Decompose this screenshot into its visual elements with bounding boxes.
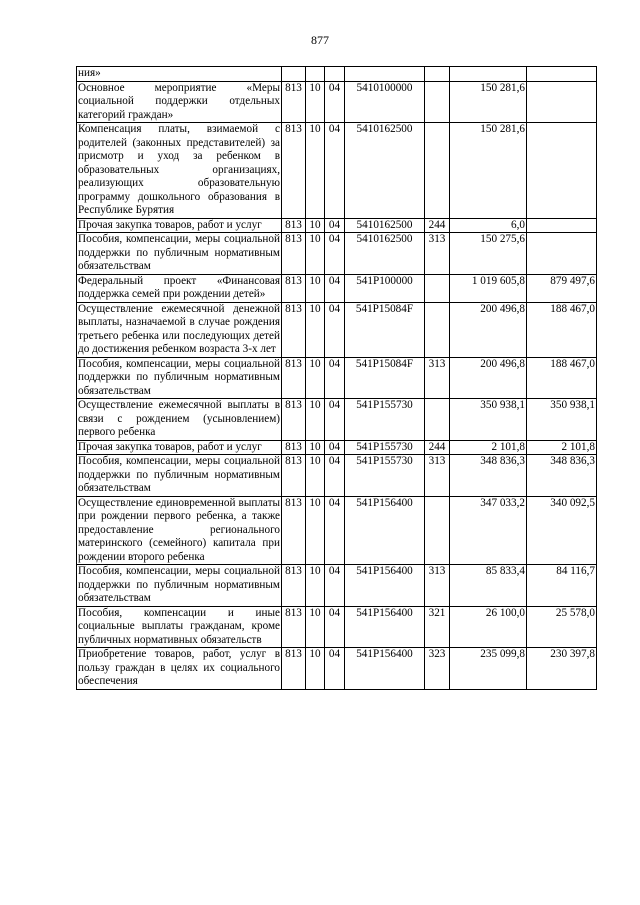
subsection-code: 04	[325, 648, 345, 690]
section-code: 10	[306, 274, 325, 302]
item-name: Пособия, компенсации и иные социальные выплаты гражданам, кроме публичных нормативных обязательств	[78, 606, 280, 646]
expense-type-code	[425, 67, 450, 82]
section-code: 10	[306, 302, 325, 357]
section-code: 10	[306, 565, 325, 607]
table-row	[77, 440, 597, 455]
table-row	[77, 123, 597, 219]
target-item-code: 541P156400	[345, 606, 425, 648]
target-item-code: 5410100000	[345, 81, 425, 123]
amount-year-2: 25 578,0	[527, 606, 597, 648]
amount-year-2	[527, 233, 597, 275]
table-row	[77, 233, 597, 275]
amount-year-2: 230 397,8	[527, 648, 597, 690]
amount-year-2: 84 116,7	[527, 565, 597, 607]
section-code: 10	[306, 123, 325, 219]
table-row	[77, 302, 597, 357]
ministry-code: 813	[282, 455, 306, 497]
section-code: 10	[306, 606, 325, 648]
ministry-code: 813	[282, 496, 306, 565]
amount-year-2	[527, 81, 597, 123]
table-row	[77, 81, 597, 123]
amount-year-1: 150 281,6	[450, 81, 527, 123]
subsection-code: 04	[325, 399, 345, 441]
section-code: 10	[306, 81, 325, 123]
section-code: 10	[306, 440, 325, 455]
amount-year-2: 188 467,0	[527, 357, 597, 399]
expense-type-code	[425, 123, 450, 219]
section-code: 10	[306, 648, 325, 690]
expense-type-code	[425, 302, 450, 357]
table-row	[77, 67, 597, 82]
subsection-code	[325, 67, 345, 82]
ministry-code: 813	[282, 357, 306, 399]
ministry-code: 813	[282, 399, 306, 441]
subsection-code: 04	[325, 565, 345, 607]
target-item-code: 541P15084F	[345, 302, 425, 357]
section-code: 10	[306, 496, 325, 565]
item-name: Пособия, компенсации, меры социальной поддержки по публичным нормативным обязательствам	[78, 233, 280, 272]
item-name: Основное мероприятие «Меры социальной поддержки отдельных категорий граждан»	[78, 81, 280, 121]
expense-type-code	[425, 496, 450, 565]
amount-year-2: 350 938,1	[527, 399, 597, 441]
expense-type-code: 244	[425, 440, 450, 455]
subsection-code: 04	[325, 123, 345, 219]
amount-year-2	[527, 218, 597, 233]
amount-year-2	[527, 123, 597, 219]
expense-type-code: 313	[425, 455, 450, 497]
ministry-code: 813	[282, 606, 306, 648]
table-row	[77, 496, 597, 565]
ministry-code: 813	[282, 81, 306, 123]
table-row	[77, 565, 597, 607]
amount-year-1: 6,0	[450, 218, 527, 233]
ministry-code: 813	[282, 565, 306, 607]
item-name: Пособия, компенсации, меры социальной поддержки по публичным нормативным обязательствам	[78, 455, 280, 494]
amount-year-1: 26 100,0	[450, 606, 527, 648]
amount-year-1: 347 033,2	[450, 496, 527, 565]
section-code: 10	[306, 233, 325, 275]
item-name: Осуществление ежемесячной денежной выплаты, назначаемой в случае рождения третьего ребенка или последующих детей до достижения ребенком возраста 3-х лет	[78, 302, 280, 355]
expense-type-code: 313	[425, 233, 450, 275]
section-code: 10	[306, 357, 325, 399]
ministry-code: 813	[282, 233, 306, 275]
amount-year-1: 1 019 605,8	[450, 274, 527, 302]
ministry-code: 813	[282, 648, 306, 690]
target-item-code: 541P156400	[345, 565, 425, 607]
item-name: Прочая закупка товаров, работ и услуг	[77, 218, 282, 233]
item-name: Пособия, компенсации, меры социальной поддержки по публичным нормативным обязательствам	[78, 357, 280, 397]
amount-year-1: 150 281,6	[450, 123, 527, 219]
expense-type-code: 313	[425, 357, 450, 399]
subsection-code: 04	[325, 455, 345, 497]
table-row	[77, 274, 597, 302]
table-row	[77, 455, 597, 497]
item-name: Прочая закупка товаров, работ и услуг	[77, 440, 282, 455]
item-name: ния»	[77, 67, 282, 82]
expense-type-code: 313	[425, 565, 450, 607]
amount-year-2: 340 092,5	[527, 496, 597, 565]
subsection-code: 04	[325, 218, 345, 233]
page-number: 877	[311, 33, 329, 47]
table-row	[77, 218, 597, 233]
item-name: Осуществление единовременной выплаты при рождении первого ребенка, а также предоставление регионального материнского (семейного) капитала при рождении второго ребенка	[78, 496, 280, 563]
ministry-code: 813	[282, 440, 306, 455]
amount-year-2: 2 101,8	[527, 440, 597, 455]
expense-type-code	[425, 81, 450, 123]
amount-year-1: 350 938,1	[450, 399, 527, 441]
subsection-code: 04	[325, 606, 345, 648]
target-item-code: 541P155730	[345, 440, 425, 455]
ministry-code	[282, 67, 306, 82]
amount-year-1	[450, 67, 527, 82]
budget-table	[76, 66, 597, 690]
table-row	[77, 648, 597, 690]
subsection-code: 04	[325, 274, 345, 302]
amount-year-2: 188 467,0	[527, 302, 597, 357]
target-item-code: 541P15084F	[345, 357, 425, 399]
amount-year-1: 200 496,8	[450, 302, 527, 357]
subsection-code: 04	[325, 81, 345, 123]
amount-year-1: 235 099,8	[450, 648, 527, 690]
table-row	[77, 357, 597, 399]
subsection-code: 04	[325, 440, 345, 455]
ministry-code: 813	[282, 302, 306, 357]
item-name: Осуществление ежемесячной выплаты в связи с рождением (усыновлением) первого ребенка	[78, 399, 280, 438]
expense-type-code	[425, 274, 450, 302]
amount-year-1: 2 101,8	[450, 440, 527, 455]
expense-type-code	[425, 399, 450, 441]
ministry-code: 813	[282, 123, 306, 219]
target-item-code: 541P100000	[345, 274, 425, 302]
target-item-code: 541P155730	[345, 455, 425, 497]
expense-type-code: 244	[425, 218, 450, 233]
section-code: 10	[306, 218, 325, 233]
section-code: 10	[306, 455, 325, 497]
amount-year-1: 85 833,4	[450, 565, 527, 607]
target-item-code: 541P156400	[345, 648, 425, 690]
amount-year-1: 150 275,6	[450, 233, 527, 275]
item-name: Компенсация платы, взимаемой с родителей (законных представителей) за присмотр и уход за ребенком в образовательных организациях, реализующих образовательную программу дошкольного образования в Республике Бурятия	[78, 123, 280, 216]
expense-type-code: 321	[425, 606, 450, 648]
table-row	[77, 606, 597, 648]
item-name: Пособия, компенсации, меры социальной поддержки по публичным нормативным обязательствам	[78, 565, 280, 604]
section-code	[306, 67, 325, 82]
target-item-code: 541P156400	[345, 496, 425, 565]
subsection-code: 04	[325, 302, 345, 357]
amount-year-2: 348 836,3	[527, 455, 597, 497]
target-item-code: 5410162500	[345, 218, 425, 233]
amount-year-2: 879 497,6	[527, 274, 597, 302]
subsection-code: 04	[325, 233, 345, 275]
target-item-code: 541P155730	[345, 399, 425, 441]
amount-year-2	[527, 67, 597, 82]
target-item-code: 5410162500	[345, 123, 425, 219]
subsection-code: 04	[325, 357, 345, 399]
ministry-code: 813	[282, 218, 306, 233]
item-name: Федеральный проект «Финансовая поддержка семей при рождении детей»	[78, 274, 280, 300]
target-item-code: 5410162500	[345, 233, 425, 275]
amount-year-1: 348 836,3	[450, 455, 527, 497]
table-row	[77, 399, 597, 441]
item-name: Приобретение товаров, работ, услуг в пользу граждан в целях их социального обеспечения	[78, 648, 280, 687]
section-code: 10	[306, 399, 325, 441]
subsection-code: 04	[325, 496, 345, 565]
amount-year-1: 200 496,8	[450, 357, 527, 399]
target-item-code	[345, 67, 425, 82]
ministry-code: 813	[282, 274, 306, 302]
expense-type-code: 323	[425, 648, 450, 690]
